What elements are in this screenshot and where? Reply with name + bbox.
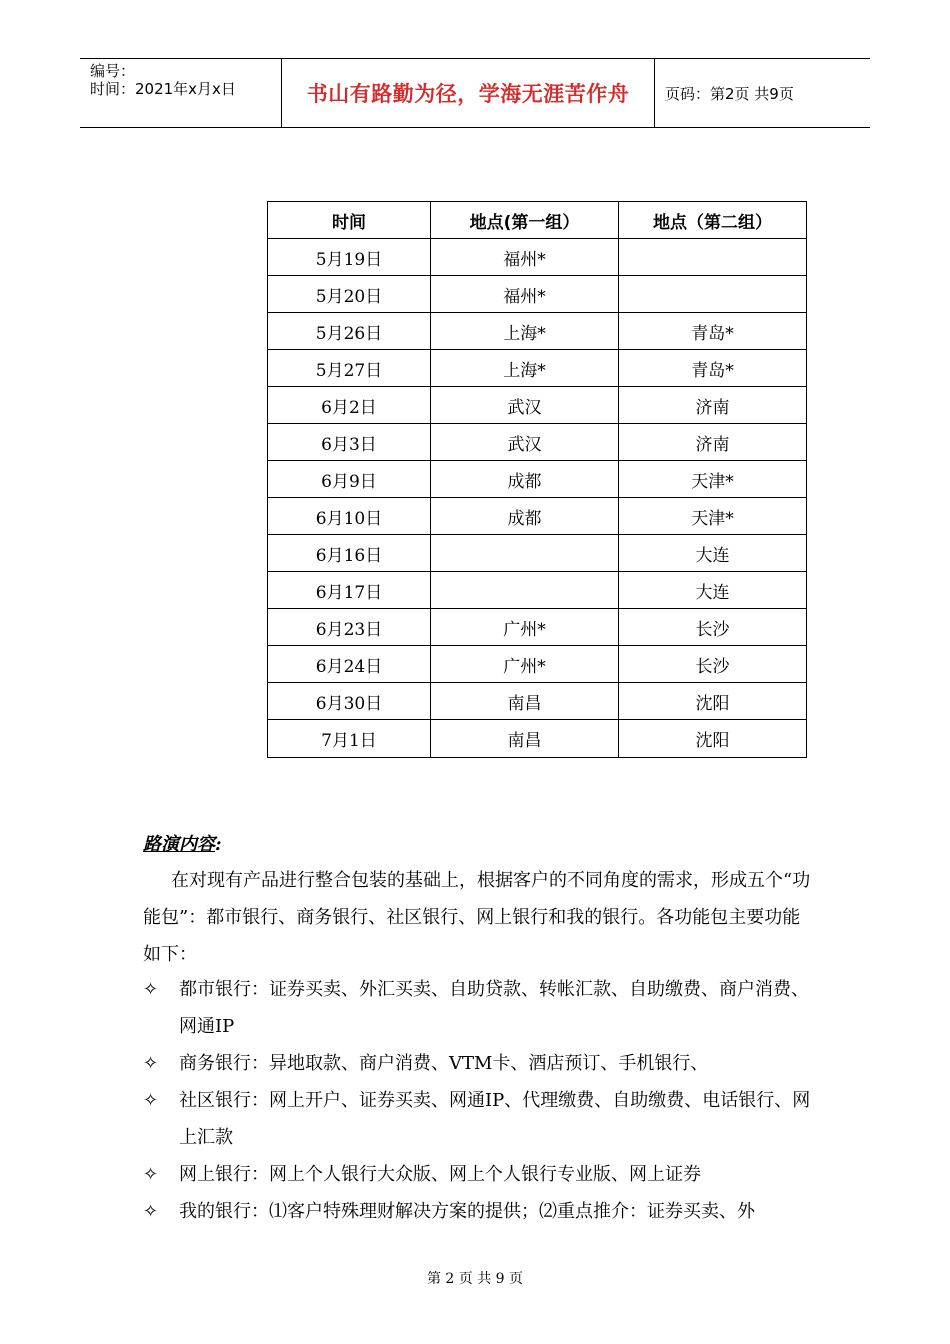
section-title-text: 路演内容 — [143, 834, 215, 855]
table-row — [268, 535, 807, 572]
table-row — [268, 350, 807, 387]
sparkle-bullet-icon: ✧ — [143, 1090, 159, 1111]
cell-location-group-2: 天津* — [619, 498, 807, 535]
cell-location-group-2: 青岛* — [619, 313, 807, 350]
cell-location-group-2: 长沙 — [619, 609, 807, 646]
cell-location-group-1: 武汉 — [431, 387, 619, 424]
cell-location-group-2: 沈阳 — [619, 720, 807, 758]
header-page-number: 页码：第2页 共9页 — [665, 84, 794, 103]
table-row — [268, 646, 807, 683]
list-item — [143, 1156, 818, 1193]
table-row — [268, 239, 807, 276]
cell-date: 6月9日 — [268, 461, 431, 498]
sparkle-bullet-icon: ✧ — [143, 1164, 159, 1185]
cell-location-group-1: 南昌 — [431, 720, 619, 758]
cell-location-group-1: 广州* — [431, 646, 619, 683]
cell-date: 5月26日 — [268, 313, 431, 350]
cell-date: 7月1日 — [268, 720, 431, 758]
section-title — [143, 830, 222, 856]
cell-location-group-1: 广州* — [431, 609, 619, 646]
cell-location-group-1: 福州* — [431, 239, 619, 276]
sparkle-bullet-icon: ✧ — [143, 1201, 159, 1222]
list-item — [143, 1045, 818, 1082]
list-item — [143, 1082, 818, 1156]
cell-date: 6月30日 — [268, 683, 431, 720]
cell-location-group-2: 大连 — [619, 535, 807, 572]
list-item — [143, 1193, 818, 1230]
table-body — [268, 239, 807, 758]
section-title-colon: : — [215, 834, 222, 855]
list-item-text: 商务银行：异地取款、商户消费、VTM卡、酒店预订、手机银行、 — [179, 1053, 709, 1074]
cell-date: 6月2日 — [268, 387, 431, 424]
feature-list — [143, 971, 818, 1230]
cell-date: 6月24日 — [268, 646, 431, 683]
cell-location-group-1: 南昌 — [431, 683, 619, 720]
list-item-text: 我的银行：⑴客户特殊理财解决方案的提供；⑵重点推介：证券买卖、外 — [179, 1201, 755, 1222]
table-row — [268, 572, 807, 609]
document-time-label: 时间：2021年x月x日 — [90, 80, 236, 98]
roadshow-schedule-table — [267, 201, 807, 758]
list-item — [143, 971, 818, 1045]
column-header-time: 时间 — [268, 202, 431, 239]
list-item-text: 网上银行：网上个人银行大众版、网上个人银行专业版、网上证券 — [179, 1164, 701, 1185]
cell-date: 6月23日 — [268, 609, 431, 646]
header-motto: 书山有路勤为径，学海无涯苦作舟 — [282, 59, 655, 127]
table-row — [268, 313, 807, 350]
column-header-location-group-1: 地点(第一组） — [431, 202, 619, 239]
table-row — [268, 683, 807, 720]
table-row — [268, 387, 807, 424]
page-header — [80, 58, 870, 128]
cell-location-group-2: 青岛* — [619, 350, 807, 387]
cell-date: 5月19日 — [268, 239, 431, 276]
cell-location-group-2 — [619, 239, 807, 276]
cell-date: 5月20日 — [268, 276, 431, 313]
cell-date: 6月10日 — [268, 498, 431, 535]
table-row — [268, 276, 807, 313]
sparkle-bullet-icon: ✧ — [143, 979, 159, 1000]
table-row — [268, 498, 807, 535]
table-row — [268, 720, 807, 758]
cell-location-group-1: 上海* — [431, 350, 619, 387]
cell-location-group-1: 成都 — [431, 498, 619, 535]
cell-date: 5月27日 — [268, 350, 431, 387]
header-meta — [80, 59, 282, 127]
cell-location-group-1: 福州* — [431, 276, 619, 313]
cell-location-group-1 — [431, 572, 619, 609]
cell-location-group-1: 上海* — [431, 313, 619, 350]
cell-location-group-2: 济南 — [619, 424, 807, 461]
table-row — [268, 424, 807, 461]
cell-location-group-2: 大连 — [619, 572, 807, 609]
cell-date: 6月16日 — [268, 535, 431, 572]
list-item-text: 都市银行：证券买卖、外汇买卖、自助贷款、转帐汇款、自助缴费、商户消费、网通IP — [179, 979, 809, 1037]
document-number-label: 编号： — [90, 62, 136, 80]
sparkle-bullet-icon: ✧ — [143, 1053, 159, 1074]
intro-paragraph: 在对现有产品进行整合包装的基础上，根据客户的不同角度的需求，形成五个“功能包”：都市银行、商务银行、社区银行、网上银行和我的银行。各功能包主要功能如下： — [143, 870, 811, 965]
cell-location-group-2: 济南 — [619, 387, 807, 424]
cell-location-group-2: 天津* — [619, 461, 807, 498]
cell-location-group-2: 沈阳 — [619, 683, 807, 720]
cell-date: 6月3日 — [268, 424, 431, 461]
cell-location-group-1: 成都 — [431, 461, 619, 498]
list-item-text: 社区银行：网上开户、证券买卖、网通IP、代理缴费、自助缴费、电话银行、网上汇款 — [179, 1090, 811, 1148]
page-footer: 第 2 页 共 9 页 — [426, 1271, 524, 1287]
cell-location-group-2 — [619, 276, 807, 313]
cell-location-group-1: 武汉 — [431, 424, 619, 461]
cell-location-group-1 — [431, 535, 619, 572]
table-row — [268, 609, 807, 646]
cell-date: 6月17日 — [268, 572, 431, 609]
table-row — [268, 461, 807, 498]
column-header-location-group-2: 地点（第二组） — [619, 202, 807, 239]
cell-location-group-2: 长沙 — [619, 646, 807, 683]
table-header-row — [268, 202, 807, 239]
